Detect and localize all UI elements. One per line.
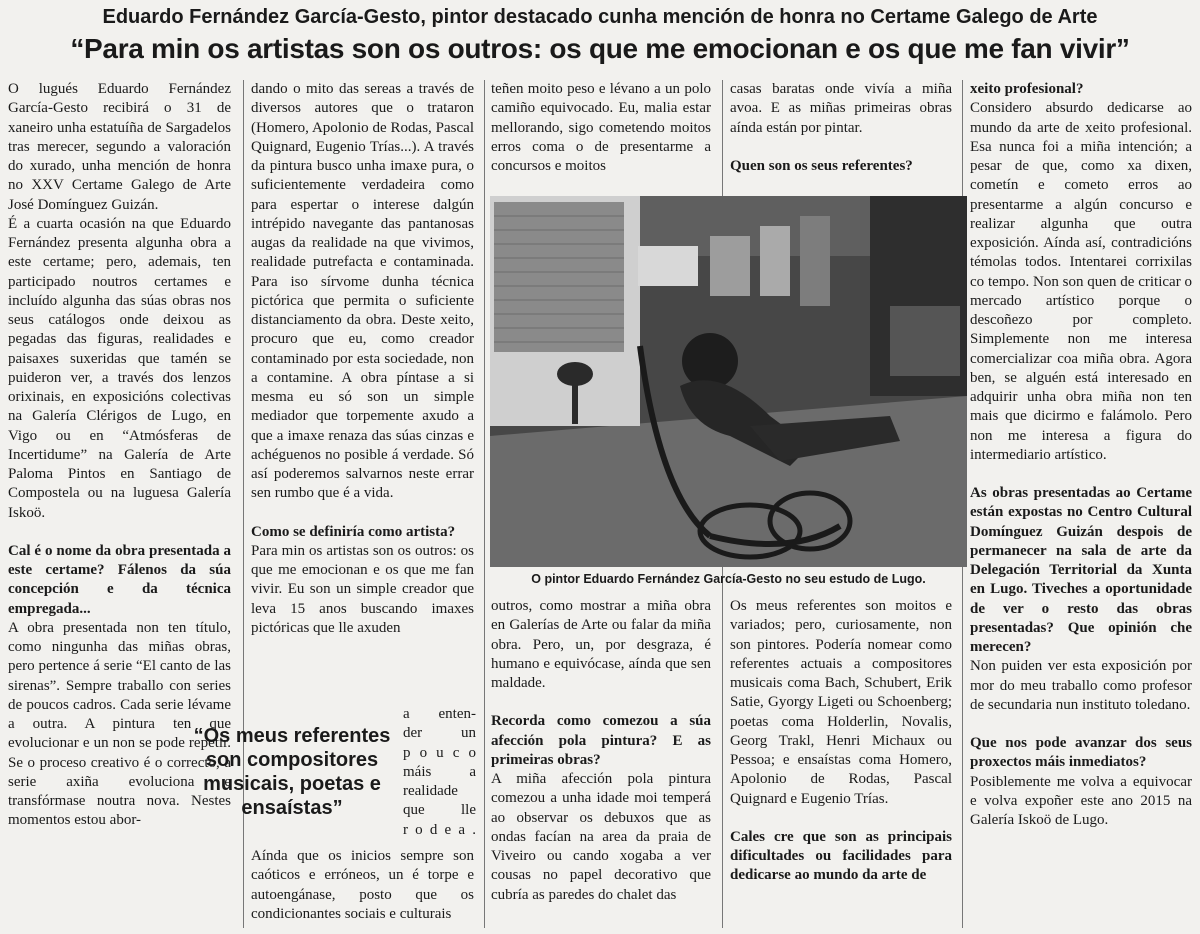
column-2-bottom [251, 847, 474, 924]
narrow-line: que lle [403, 802, 476, 819]
question: Quen son os seus referentes? [730, 157, 913, 174]
answer: A miña afección pola pintura comezou a unha idade moi temperá ao observar os debuxos que as ondas facían na area da praia de Viveiro ou cando xogaba a ver cousas no papel decorativo que cubría as paredes do chalet das [491, 771, 711, 903]
answer: Aínda que os inicios sempre son caóticos e erróneos, un é torpe e autoengánase, posto que os condicionantes sociais e culturais [251, 848, 474, 922]
narrow-line: máis a [403, 763, 476, 780]
column-4-top [730, 80, 952, 176]
answer: A obra presentada non ten título, como ningunha das miñas obras, pero pertence á serie “El canto de las sirenas”. Sempre traballo con series de poucos cadros. Cada serie lévame a outra. A pintura ten que evolucionar e un non se pode repetir. Se o proceso creativo é o correcto, a serie axiña evoluciona e transfórmase noutra nova. Nestes momentos estou abor- [8, 619, 231, 829]
question: Como se definiría como artista? [251, 523, 456, 540]
body-paragraph: É a cuarta ocasión na que Eduardo Fernández presenta algunha obra a este certame; pero, ademais, ten participado noutros certames e incluído algunha das súas obras nos seus catálogos onde deixou as pegadas das figuras, realidades e paisaxes suxeridas que tamén se puideron ver, a través dos lenzos orixinais, en exposicións colectivas na Galería Clérigos de Lugo, en Vigo ou en “Atmósferas de Incertidume” na Galería de Arte Paloma Pintos en Santiago de Compostela ou na luguesa Galería Iskoö. [8, 215, 231, 521]
body-paragraph: dando o mito das sereas a través de diversos autores que o trataron (Homero, Apolonio de Rodas, Pascal Quignard, Eugenio Trías...). A través da pintura busco unha imaxe pura, o suficientemente verdadeira como para espertar o interese dalgún intrépido navegante das pantanosas augas da realidade na que vivimos, realidade putrefacta e contaminada. Para iso sírvome dunha técnica pictórica que permita o suficiente distanciamento da obra. Deste xeito, procuro que eu, como creador contaminado por esta sociedade, non a contamine. A obra píntase a si mesma eu só son un simple mediador que torpemente axudo a que a imaxe renaza das súas cinzas e achéguenos no posible á verdade. Só así poderemos salvarnos neste errar sen rumbo que é a vida. [251, 81, 474, 502]
photo-illustration [490, 196, 967, 567]
studio-photo [490, 196, 967, 567]
body-paragraph: casas baratas onde vivía a miña avoa. E as miñas primeiras obras aínda están por pintar. [730, 81, 952, 136]
headline: “Para min os artistas son os outros: os que me emocionan e os que me fan vivir” [70, 33, 1130, 64]
column-1 [8, 80, 231, 831]
narrow-line: p o u c o [403, 744, 476, 761]
narrow-line: der un [403, 725, 476, 742]
answer: Posiblemente me volva a equivocar e volva expoñer este ano 2015 na Galería Iskoö de Lugo. [970, 773, 1192, 828]
body-paragraph: teñen moito peso e lévano a un polo camiño equivocado. Eu, malia estar mellorando, sigo cometendo moitos erros coma o de presentarme a concursos e moitos [491, 81, 711, 174]
body-paragraph: outros, como mostrar a miña obra en Galerías de Arte ou falar da miña obra. Pero, un, por desgraza, é humano e equivócase, aínda que sen maldade. [491, 598, 711, 691]
pull-quote: “Os meus referentes son compositores musicais, poetas e ensaístas” [193, 725, 391, 819]
question: xeito profesional? [970, 81, 1084, 97]
answer: Para min os artistas son os outros: os que me emocionan e os que me fan vivir. Eu son un simple creador que leva 15 anos buscando imaxes pictóricas que lle axuden [251, 542, 474, 636]
answer: Considero absurdo dedicarse ao mundo da arte de xeito profesional. Esa nunca foi a miña intención; a pesar de que, como xa dixen, cometín e cometo erros ao presentarme a algún concurso e realizar algunha que outra exposición. Aínda así, contradicións témolas todos. Intentarei corrixilas co tempo. Non son quen de criticar o mercado artístico porque o descoñezo por completo. Simplemente non me interesa comercializar coa miña obra. Agora ben, se alguén está interesado en adquirir unha obra miña non ten mais que dicirmo e falámolo. Pero non me interesa a figura do intermediario artístico. [970, 100, 1192, 463]
photo-caption: O pintor Eduardo Fernández García-Gesto no seu estudo de Lugo. [531, 572, 926, 586]
narrow-line: realidade [403, 783, 458, 799]
kicker: Eduardo Fernández García-Gesto, pintor destacado cunha mención de honra no Certame Galego de Arte [102, 6, 1098, 28]
question: As obras presentadas ao Certame están expostas no Centro Cultural Domínguez Guizán despois de permanecer na sala de arte da Delegación Territorial da Xunta en Lugo. Tiveches a oportunidade de ver o resto das obras presentadas? Que opinión che merecen? [970, 485, 1192, 655]
narrow-line: a enten- [403, 706, 476, 722]
column-2 [251, 80, 474, 638]
answer: Os meus referentes son moitos e variados; pero, curiosamente, non son pintores. Podería nomear como referentes actuais a compositores musicais coma Bach, Schubert, Erik Satie, Gyorgy Ligeti ou Schoenberg; poetas coma Holderlin, Novalis, Georg Trakl, Henri Michaux ou Pessoa; e ensaístas coma Homero, Apolonio de Rodas, Pascal Quignard e Eugenio Trías. [730, 598, 952, 807]
column-3-top [491, 80, 711, 176]
narrow-line: r o d e a . [403, 821, 476, 838]
column-4-bottom [730, 597, 952, 886]
question: Recorda como comezou a súa afección pola pintura? E as primeiras obras? [491, 713, 711, 768]
body-paragraph: O lugués Eduardo Fernández García-Gesto recibirá o 31 de xaneiro unha estatuíña de Sargadelos tras merecer, segundo a valoración do xurado, unha mención de honra no XXV Certame Galego de Arte José Domínguez Guizán. [8, 81, 231, 213]
narrow-text-column [403, 705, 476, 840]
question: Que nos pode avanzar dos seus proxectos máis inmediatos? [970, 735, 1192, 771]
question: Cal é o nome da obra presentada a este certame? Fálenos da súa concepción e da técnica empregada... [8, 542, 231, 617]
column-3-bottom [491, 597, 711, 905]
answer: Non puiden ver esta exposición por mor do meu traballo como profesor de secundaria nun instituto toledano. [970, 658, 1192, 713]
column-5 [970, 80, 1192, 830]
question: Cales cre que son as principais dificultades ou facilidades para dedicarse ao mundo da arte de [730, 828, 952, 884]
column-rule [484, 80, 485, 928]
